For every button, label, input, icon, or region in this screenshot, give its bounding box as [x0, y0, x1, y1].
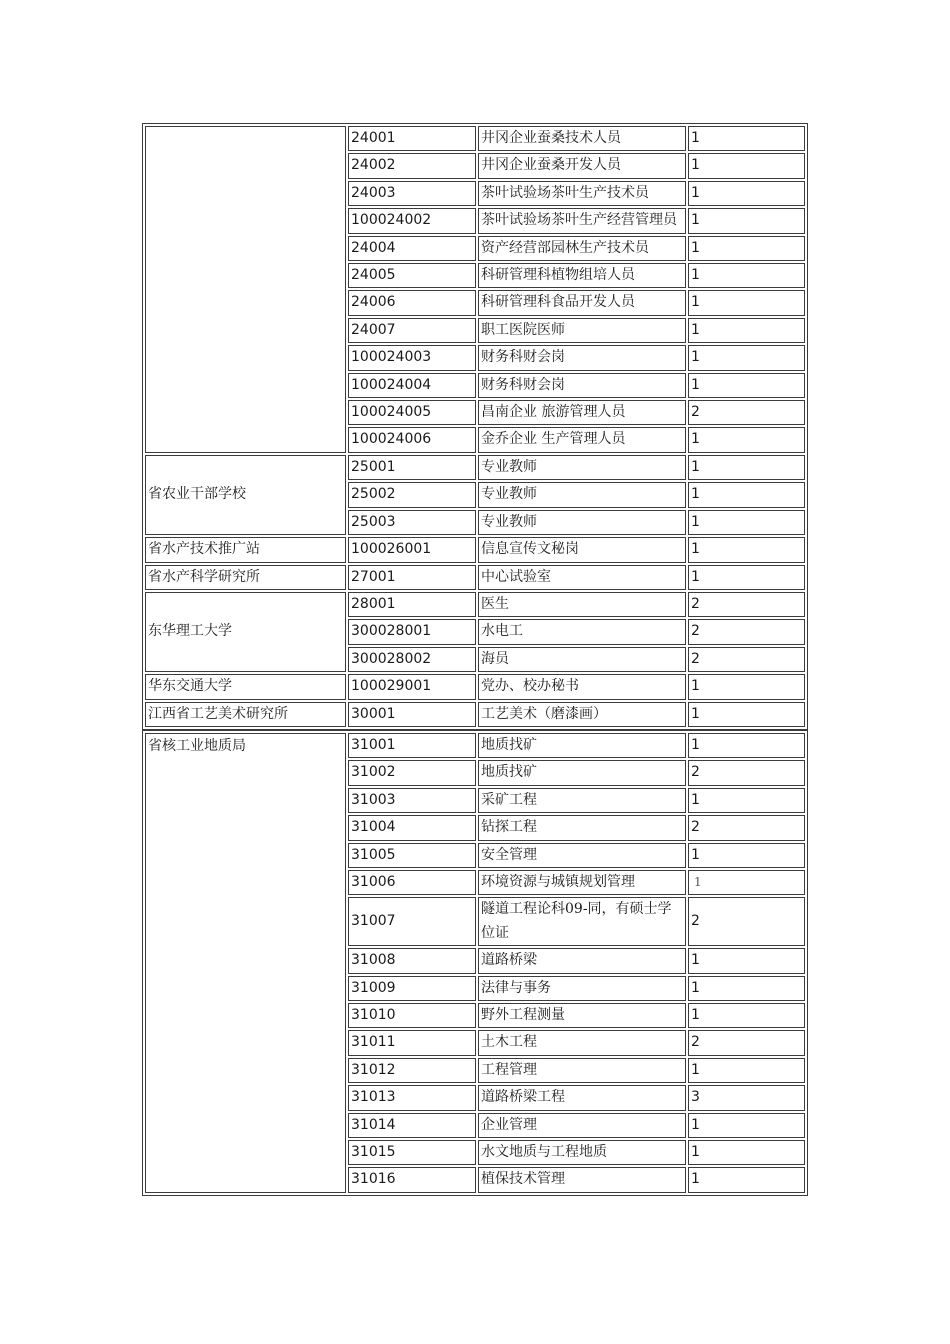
- position-code-cell: 24006: [348, 290, 476, 315]
- position-code-cell: 31006: [348, 870, 476, 895]
- position-code-cell: 24002: [348, 153, 476, 178]
- position-code-cell: 24007: [348, 318, 476, 343]
- headcount-cell: 1: [688, 702, 805, 727]
- headcount-cell: 1: [688, 427, 805, 452]
- unit-name-cell: 江西省工艺美术研究所: [145, 702, 346, 727]
- position-code-cell: 100024002: [348, 208, 476, 233]
- position-code-cell: 31015: [348, 1140, 476, 1165]
- headcount-cell: 1: [688, 674, 805, 699]
- positions-table-1-body: [145, 126, 805, 727]
- position-name-cell: 金乔企业 生产管理人员: [478, 427, 686, 452]
- headcount-cell: 1: [688, 153, 805, 178]
- table-row: [145, 733, 805, 758]
- headcount-cell: 1: [688, 843, 805, 868]
- position-code-cell: 100029001: [348, 674, 476, 699]
- headcount-cell: 1: [688, 208, 805, 233]
- position-name-cell: 专业教师: [478, 510, 686, 535]
- position-code-cell: 100024006: [348, 427, 476, 452]
- headcount-cell: 2: [688, 1030, 805, 1055]
- position-name-cell: 植保技术管理: [478, 1167, 686, 1192]
- position-code-cell: 31013: [348, 1085, 476, 1110]
- position-name-cell: 昌南企业 旅游管理人员: [478, 400, 686, 425]
- headcount-cell: 1: [688, 1140, 805, 1165]
- headcount-cell: 1: [688, 1003, 805, 1028]
- position-code-cell: 24005: [348, 263, 476, 288]
- position-name-cell: 信息宣传文秘岗: [478, 537, 686, 562]
- table-row: [145, 126, 805, 151]
- unit-name-cell: 省核工业地质局: [145, 733, 346, 1193]
- position-name-cell: 工程管理: [478, 1058, 686, 1083]
- headcount-cell: 1: [688, 565, 805, 590]
- headcount-cell: 1: [688, 510, 805, 535]
- table-row: [145, 674, 805, 699]
- position-name-cell: 党办、校办秘书: [478, 674, 686, 699]
- headcount-cell: 1: [688, 318, 805, 343]
- position-name-cell: 职工医院医师: [478, 318, 686, 343]
- headcount-cell: 1: [688, 181, 805, 206]
- position-code-cell: 25003: [348, 510, 476, 535]
- position-code-cell: 31012: [348, 1058, 476, 1083]
- headcount-cell: 1: [688, 870, 805, 895]
- position-code-cell: 100024004: [348, 373, 476, 398]
- position-code-cell: 25001: [348, 455, 476, 480]
- headcount-cell: 3: [688, 1085, 805, 1110]
- position-name-cell: 井冈企业蚕桑技术人员: [478, 126, 686, 151]
- position-code-cell: 27001: [348, 565, 476, 590]
- position-name-cell: 财务科财会岗: [478, 345, 686, 370]
- table-row: [145, 702, 805, 727]
- headcount-cell: 1: [688, 788, 805, 813]
- headcount-cell: 1: [688, 236, 805, 261]
- position-name-cell: 地质找矿: [478, 760, 686, 785]
- headcount-cell: 2: [688, 760, 805, 785]
- headcount-cell: 1: [688, 976, 805, 1001]
- unit-name-cell: 省农业干部学校: [145, 455, 346, 535]
- headcount-cell: 1: [688, 126, 805, 151]
- headcount-cell: 1: [688, 1058, 805, 1083]
- headcount-cell: 1: [688, 537, 805, 562]
- position-name-cell: 法律与事务: [478, 976, 686, 1001]
- position-code-cell: 24004: [348, 236, 476, 261]
- unit-name-cell: 东华理工大学: [145, 592, 346, 672]
- position-name-cell: 环境资源与城镇规划管理: [478, 870, 686, 895]
- position-name-cell: 专业教师: [478, 455, 686, 480]
- headcount-cell: 1: [688, 482, 805, 507]
- positions-table-2: [142, 730, 808, 1196]
- document-page: [142, 123, 808, 1196]
- positions-table-2-body: [145, 733, 805, 1193]
- position-name-cell: 企业管理: [478, 1113, 686, 1138]
- positions-table-1: [142, 123, 808, 730]
- position-name-cell: 医生: [478, 592, 686, 617]
- position-name-cell: 钻探工程: [478, 815, 686, 840]
- position-name-cell: 地质找矿: [478, 733, 686, 758]
- position-code-cell: 31009: [348, 976, 476, 1001]
- position-name-cell: 茶叶试验场茶叶生产经营管理员: [478, 208, 686, 233]
- headcount-cell: 1: [688, 290, 805, 315]
- position-name-cell: 茶叶试验场茶叶生产技术员: [478, 181, 686, 206]
- position-name-cell: 土木工程: [478, 1030, 686, 1055]
- position-name-cell: 道路桥梁工程: [478, 1085, 686, 1110]
- headcount-cell: 2: [688, 647, 805, 672]
- position-code-cell: 25002: [348, 482, 476, 507]
- position-name-cell: 科研管理科植物组培人员: [478, 263, 686, 288]
- position-code-cell: 300028001: [348, 619, 476, 644]
- position-name-cell: 安全管理: [478, 843, 686, 868]
- table-row: [145, 455, 805, 480]
- position-code-cell: 31011: [348, 1030, 476, 1055]
- position-code-cell: 100024005: [348, 400, 476, 425]
- headcount-cell: 1: [688, 373, 805, 398]
- position-code-cell: 24003: [348, 181, 476, 206]
- unit-name-cell: 省水产科学研究所: [145, 565, 346, 590]
- position-name-cell: 资产经营部园林生产技术员: [478, 236, 686, 261]
- position-code-cell: 31010: [348, 1003, 476, 1028]
- unit-name-cell: 省水产技术推广站: [145, 537, 346, 562]
- headcount-cell: 2: [688, 400, 805, 425]
- position-name-cell: 科研管理科食品开发人员: [478, 290, 686, 315]
- headcount-cell: 1: [688, 733, 805, 758]
- headcount-cell: 2: [688, 619, 805, 644]
- position-code-cell: 31004: [348, 815, 476, 840]
- position-code-cell: 31014: [348, 1113, 476, 1138]
- position-name-cell: 道路桥梁: [478, 948, 686, 973]
- position-code-cell: 31005: [348, 843, 476, 868]
- position-code-cell: 31003: [348, 788, 476, 813]
- position-name-cell: 隧道工程论科09-同，有硕士学位证: [478, 897, 686, 946]
- position-code-cell: 31016: [348, 1167, 476, 1192]
- position-name-cell: 水文地质与工程地质: [478, 1140, 686, 1165]
- position-code-cell: 300028002: [348, 647, 476, 672]
- headcount-cell: 1: [688, 1113, 805, 1138]
- table-row: [145, 537, 805, 562]
- headcount-cell: 1: [688, 345, 805, 370]
- position-name-cell: 井冈企业蚕桑开发人员: [478, 153, 686, 178]
- position-name-cell: 海员: [478, 647, 686, 672]
- headcount-cell: 1: [688, 263, 805, 288]
- position-code-cell: 31007: [348, 897, 476, 946]
- position-code-cell: 100024003: [348, 345, 476, 370]
- position-code-cell: 30001: [348, 702, 476, 727]
- position-code-cell: 24001: [348, 126, 476, 151]
- position-name-cell: 野外工程测量: [478, 1003, 686, 1028]
- position-name-cell: 工艺美术（磨漆画）: [478, 702, 686, 727]
- headcount-cell: 1: [688, 1167, 805, 1192]
- position-code-cell: 31001: [348, 733, 476, 758]
- headcount-cell: 1: [688, 455, 805, 480]
- table-row: [145, 565, 805, 590]
- position-code-cell: 31008: [348, 948, 476, 973]
- table-row: [145, 592, 805, 617]
- unit-name-cell: 华东交通大学: [145, 674, 346, 699]
- position-name-cell: 财务科财会岗: [478, 373, 686, 398]
- position-code-cell: 31002: [348, 760, 476, 785]
- headcount-cell: 1: [688, 948, 805, 973]
- headcount-cell: 2: [688, 897, 805, 946]
- position-name-cell: 中心试验室: [478, 565, 686, 590]
- position-code-cell: 28001: [348, 592, 476, 617]
- headcount-cell: 2: [688, 815, 805, 840]
- position-name-cell: 水电工: [478, 619, 686, 644]
- position-name-cell: 采矿工程: [478, 788, 686, 813]
- position-code-cell: 100026001: [348, 537, 476, 562]
- position-name-cell: 专业教师: [478, 482, 686, 507]
- headcount-cell: 2: [688, 592, 805, 617]
- unit-name-cell: [145, 126, 346, 453]
